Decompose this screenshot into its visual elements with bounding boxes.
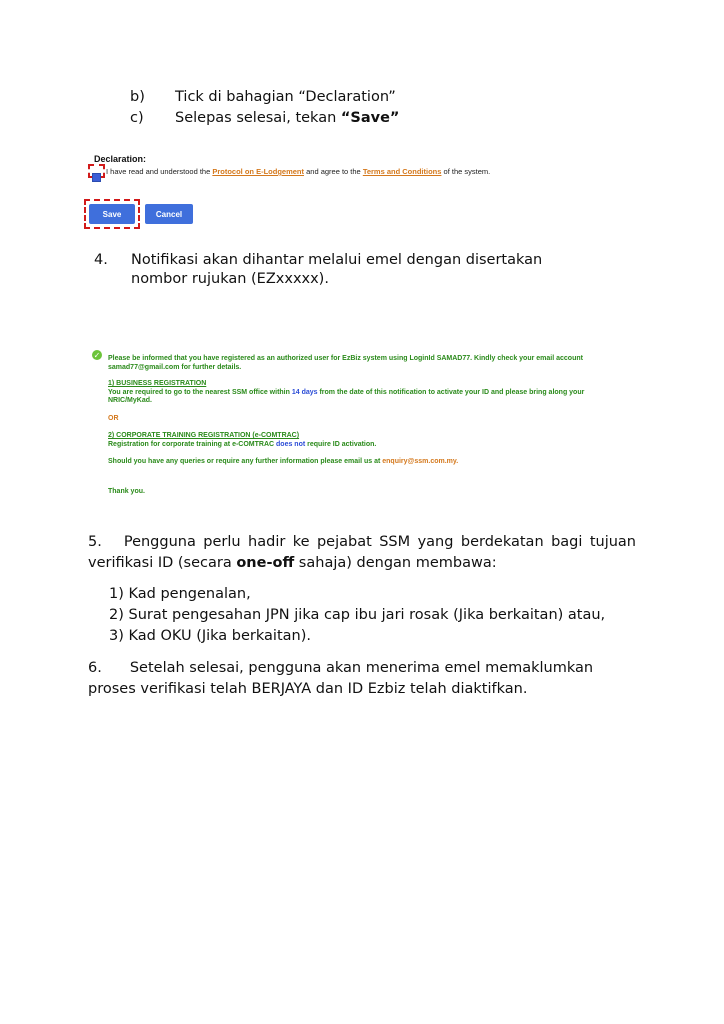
business-registration-heading: 1) BUSINESS REGISTRATION [108,380,207,387]
protocol-link[interactable]: Protocol on E-Lodgement [212,167,305,176]
step-6-line2: proses verifikasi telah BERJAYA dan ID Ezbiz telah diaktifkan. [88,681,528,697]
declaration-title: Declaration: [94,154,147,164]
notification-line1: Please be informed that you have registered as an authorized user for EzBiz system using LoginId SAMAD77. Kindly check your email account [108,355,583,362]
step-c-text-prefix: Selepas selesai, tekan [175,110,341,126]
step-5-line2-a: verifikasi ID (secara [88,555,237,571]
step-b-text: Tick di bahagian “Declaration” [175,89,396,105]
corp-text-b: require ID activation. [305,440,377,448]
biz-days: 14 days [291,388,318,396]
cancel-button[interactable]: Cancel [145,204,193,224]
step-5-marker: 5. [88,534,102,550]
step-5-paragraph [88,532,636,553]
notification-line2: samad77@gmail.com for further details. [108,363,242,371]
step-c-text-bold: “Save” [340,110,400,126]
step-4-marker: 4. [94,252,108,268]
query-text [108,458,628,467]
business-registration-text [108,389,628,398]
step-5-line2-b: sahaja) dengan membawa: [294,555,497,571]
biz-text-b: from the date of this notification to activate your ID and please bring along your [317,388,585,396]
biz-text-c: NRIC/MyKad. [108,397,152,404]
step-5-item-2: 2) Surat pengesahan JPN jika cap ibu jari rosak (Jika berkaitan) atau, [109,607,606,623]
checkbox-checked-icon [92,173,101,182]
step-4-line2: nombor rujukan (EZxxxxx). [131,271,329,287]
step-6-marker: 6. [88,660,102,676]
save-button[interactable]: Save [89,204,135,224]
declaration-text-3: of the system. [441,167,491,176]
enquiry-email-link[interactable]: enquiry@ssm.com.my. [382,458,459,465]
step-4-line1: Notifikasi akan dihantar melalui emel dengan disertakan [131,252,543,268]
declaration-text-2: and agree to the [304,167,363,176]
corp-text-a: Registration for corporate training at e-COMTRAC [108,440,277,448]
step-5-item-1: 1) Kad pengenalan, [109,586,251,602]
step-c-text [175,109,399,128]
thank-you-text: Thank you. [108,487,145,495]
notification-message [108,355,628,496]
step-6-paragraph [88,658,593,679]
declaration-checkbox[interactable] [92,167,101,186]
corporate-training-text [108,441,628,450]
step-5-line2 [88,553,497,574]
declaration-text-1: I have read and understood the [106,167,213,176]
biz-text-a: You are required to go to the nearest SSM office within [108,388,292,396]
step-6-line1: Setelah selesai, pengguna akan menerima emel memaklumkan [129,660,594,676]
step-5-line1: Pengguna perlu hadir ke pejabat SSM yang berdekatan bagi tujuan [123,534,636,550]
corp-not: does not [276,440,306,448]
success-check-icon: ✓ [93,350,101,360]
or-label: OR [108,414,119,422]
step-b-marker: b) [130,89,145,105]
step-5-one-off: one-off [236,555,295,571]
declaration-text [106,167,490,176]
step-5-item-3: 3) Kad OKU (Jika berkaitan). [109,628,311,644]
terms-link[interactable]: Terms and Conditions [362,167,442,176]
query-text-a: Should you have any queries or require any further information please email us at [108,458,383,465]
step-c-marker: c) [130,110,144,126]
corporate-training-heading: 2) CORPORATE TRAINING REGISTRATION (e-COMTRAC) [108,432,300,439]
